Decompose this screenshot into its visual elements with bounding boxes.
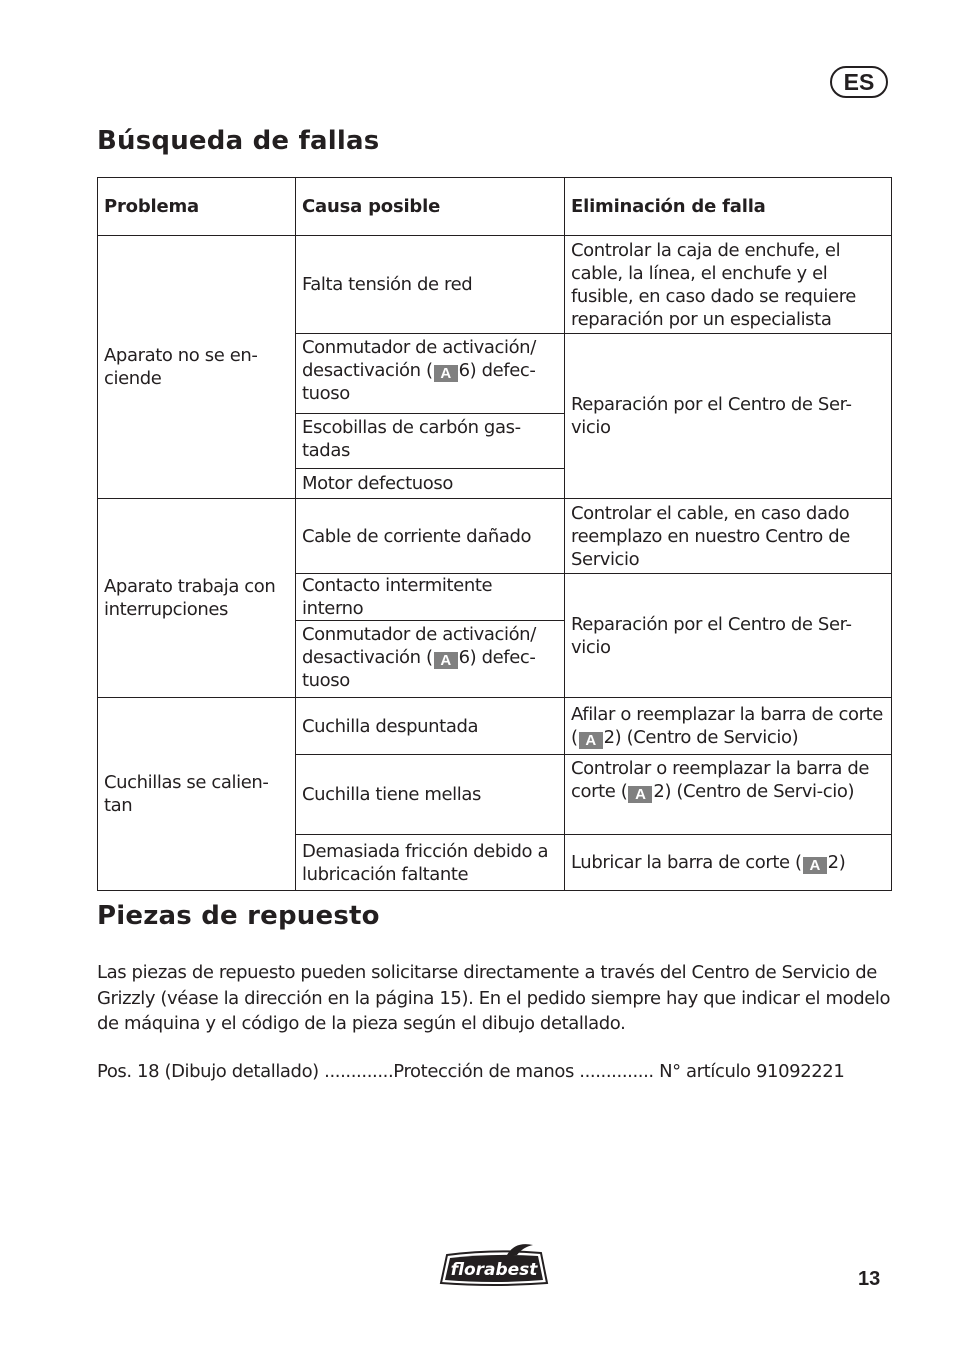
cause-cell: Contacto intermitente interno — [296, 574, 565, 621]
problem-cell: Aparato no se en-ciende — [98, 236, 296, 499]
remedy-text: Controlar o reemplazar la barra de corte ( — [571, 758, 870, 802]
table-header-row — [98, 178, 892, 236]
figure-a-icon: A — [579, 732, 603, 749]
cause-text: Conmutador de activación/ desactivación ( — [302, 624, 536, 668]
troubleshooting-table — [97, 177, 892, 891]
cause-text: 6) defec-tuoso — [302, 647, 536, 691]
remedy-cell — [565, 835, 892, 891]
table-row — [98, 236, 892, 334]
remedy-text: Afilar o reemplazar la barra de corte ( — [571, 704, 883, 748]
spare-parts-title: Piezas de repuesto — [97, 901, 380, 931]
remedy-text: Lubricar la barra de corte ( — [571, 852, 802, 873]
spare-parts-paragraph: Las piezas de repuesto pueden solicitarse directamente a través del Centro de Servicio de Grizzly (véase la dirección en la página 15). En el pedido siempre hay que indicar el modelo de máquina y el código de la pieza según el dibujo detallado. — [97, 962, 891, 1034]
remedy-cell: Reparación por el Centro de Ser-vicio — [565, 334, 892, 499]
column-header-remedy: Eliminación de falla — [565, 178, 892, 236]
remedy-cell: Controlar el cable, en caso dado reemplazo en nuestro Centro de Servicio — [565, 499, 892, 574]
figure-a-icon: A — [434, 652, 458, 669]
remedy-text: 2) (Centro de Servicio) — [603, 727, 799, 748]
cause-cell: Escobillas de carbón gas-tadas — [296, 414, 565, 469]
troubleshooting-title: Búsqueda de fallas — [97, 126, 380, 156]
language-badge: ES — [830, 66, 888, 98]
cause-text: Conmutador de activación/ desactivación ( — [302, 337, 536, 381]
cause-cell — [296, 334, 565, 414]
cause-cell: Cable de corriente dañado — [296, 499, 565, 574]
cause-cell: Cuchilla despuntada — [296, 698, 565, 755]
remedy-cell: Reparación por el Centro de Ser-vicio — [565, 574, 892, 698]
remedy-cell: Controlar la caja de enchufe, el cable, la línea, el enchufe y el fusible, en caso dado se requiere reparación por un especialista — [565, 236, 892, 334]
table-row — [98, 499, 892, 574]
remedy-cell — [565, 698, 892, 755]
figure-a-icon: A — [434, 365, 458, 382]
problem-cell: Aparato trabaja con interrupciones — [98, 499, 296, 698]
remedy-cell — [565, 755, 892, 835]
remedy-text: 2) (Centro de Servi-cio) — [653, 781, 855, 802]
cause-cell: Motor defectuoso — [296, 469, 565, 499]
page-number: 13 — [858, 1268, 881, 1290]
column-header-cause: Causa posible — [296, 178, 565, 236]
cause-cell: Demasiada fricción debido a lubricación faltante — [296, 835, 565, 891]
cause-text: 6) defec-tuoso — [302, 360, 536, 404]
cause-cell: Cuchilla tiene mellas — [296, 755, 565, 835]
cause-cell — [296, 621, 565, 698]
problem-cell: Cuchillas se calien-tan — [98, 698, 296, 891]
figure-a-icon: A — [628, 786, 652, 803]
column-header-problem: Problema — [98, 178, 296, 236]
spare-part-line: Pos. 18 (Dibujo detallado) .............Protección de manos .............. N° artículo 91092221 — [97, 1061, 845, 1082]
cause-cell: Falta tensión de red — [296, 236, 565, 334]
logo-text: florabest — [450, 1260, 538, 1280]
florabest-logo-icon — [437, 1243, 551, 1289]
figure-a-icon: A — [803, 857, 827, 874]
table-row — [98, 698, 892, 755]
remedy-text: 2) — [827, 852, 846, 873]
